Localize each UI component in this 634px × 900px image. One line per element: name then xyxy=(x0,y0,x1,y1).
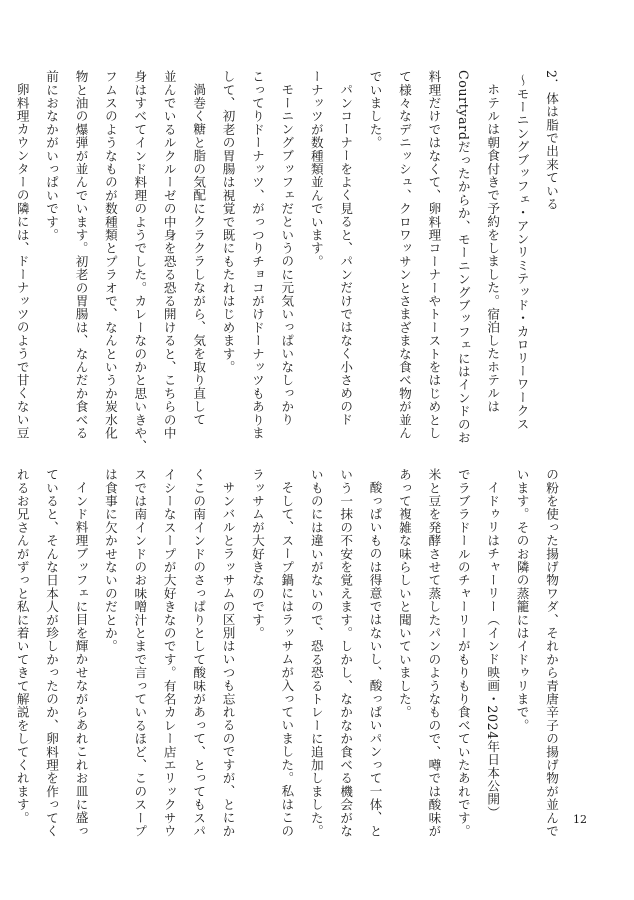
lower-body-text xyxy=(0,468,566,838)
text-line: れるお兄さんがずっと私に着いてきて解説をしてくれます。 xyxy=(14,468,30,825)
text-line: そして、スープ鍋にはラッサムが入っていました。私はこの xyxy=(279,480,295,837)
text-line: ラッサムが大好きなのです。 xyxy=(249,468,265,640)
text-line: は食事に欠かせないのだとか。 xyxy=(102,468,118,653)
text-line: あって複雑な味らしいと聞いていました。 xyxy=(396,468,412,719)
text-line: 卵料理カウンターの隣には、ドーナッツのようで甘くない豆 xyxy=(14,82,30,439)
text-line: いものには違いがないので、恐る恐るトレーに追加しました。 xyxy=(308,468,324,838)
text-line: モーニングブッフェだというのに元気いっぱいなしっかり xyxy=(279,82,295,426)
upper-text-column xyxy=(14,70,566,453)
text-line: 並んでいるルクルーゼの中身を恐る恐る開けると、こちらの中 xyxy=(161,70,177,440)
text-line: ーナッツが数種類並んでいます。 xyxy=(308,70,324,268)
text-line: Courtyardだったからか、モーニングブッフェにはインドのお xyxy=(455,70,471,445)
text-line: 渦巻く糖と脂の気配にクラクラしながら、気を取り直して xyxy=(191,82,207,426)
text-line: の粉を使った揚げ物ワダ、それから青唐辛子の揚げ物が並んで xyxy=(544,468,559,838)
text-line: 酸っぱいものは得意ではないし、酸っぱいパンって一体、と xyxy=(367,480,383,837)
text-line: フムスのようなものが数種類とプラオで、なんというか炭水化 xyxy=(102,70,118,440)
text-line: パンコーナーをよく見ると、パンだけではなく小さめのド xyxy=(338,82,354,426)
text-line: ていると、そんな日本人が珍しかったのか、卵料理を作ってく xyxy=(44,468,60,838)
text-line: 米と豆を発酵させて蒸したパンのようなもので、噂では酸味が xyxy=(426,468,442,838)
text-line: いう一抹の不安を覚えます。しかし、なかなか食べる機会がな xyxy=(338,468,354,838)
page-number: 12 xyxy=(573,813,587,826)
text-line: 身はすべてインド料理のようでした。カレーなのかと思いきや、 xyxy=(132,70,148,453)
upper-body-text xyxy=(7,70,507,453)
text-line: くこの南インドのさっぱりとして酸味があって、とってもスパ xyxy=(191,468,207,838)
text-line: 前におなかがいっぱいです。 xyxy=(44,70,60,242)
text-line: ホテルは朝食付きで予約をしました。宿泊したホテルは xyxy=(485,82,501,413)
text-line: こってりドーナッツ、がっつりチョコがけドーナッツもありま xyxy=(249,70,265,440)
text-line: して、初老の胃腸は視覚で既にもたれはじめます。 xyxy=(220,70,236,374)
section-subheading: 〜モーニングブッフェ・アンリミテッド・カロリーワークス xyxy=(514,73,530,431)
text-line: サンバルとラッサムの区別はいつも忘れるのですが、とにか xyxy=(220,480,236,837)
lower-text-column xyxy=(14,468,566,838)
text-line xyxy=(0,468,7,791)
text-line: イシーなスープが大好きなのです。有名カレー店エリックサウ xyxy=(161,468,177,838)
text-line: インド料理ブッフェに目を輝かせながらあれこれお皿に盛っ xyxy=(73,480,89,837)
text-line: イドゥリはチャーリー（インド映画・2024年日本公開） xyxy=(485,480,501,819)
section-heading: 2．体は脂で出来ている xyxy=(544,70,559,211)
text-line: います。そのお隣の蒸籠にはイドゥリまで。 xyxy=(514,468,530,732)
text-line: て様々なデニッシュ、クロワッサンとさまざまな食べ物が並ん xyxy=(396,70,412,440)
text-line: 物と油の爆弾が並んでいます。初老の胃腸は、なんだか食べる xyxy=(73,70,89,440)
text-line: でラブラドールのチャーリーがもりもり食べていたあれです。 xyxy=(455,468,471,838)
text-line: 料理だけではなくて、卵料理コーナーやトーストをはじめとし xyxy=(426,70,442,440)
text-line: でいました。 xyxy=(367,70,383,150)
text-line: スでは南インドのお味噌汁とまで言っているほど、このスープ xyxy=(132,468,148,838)
